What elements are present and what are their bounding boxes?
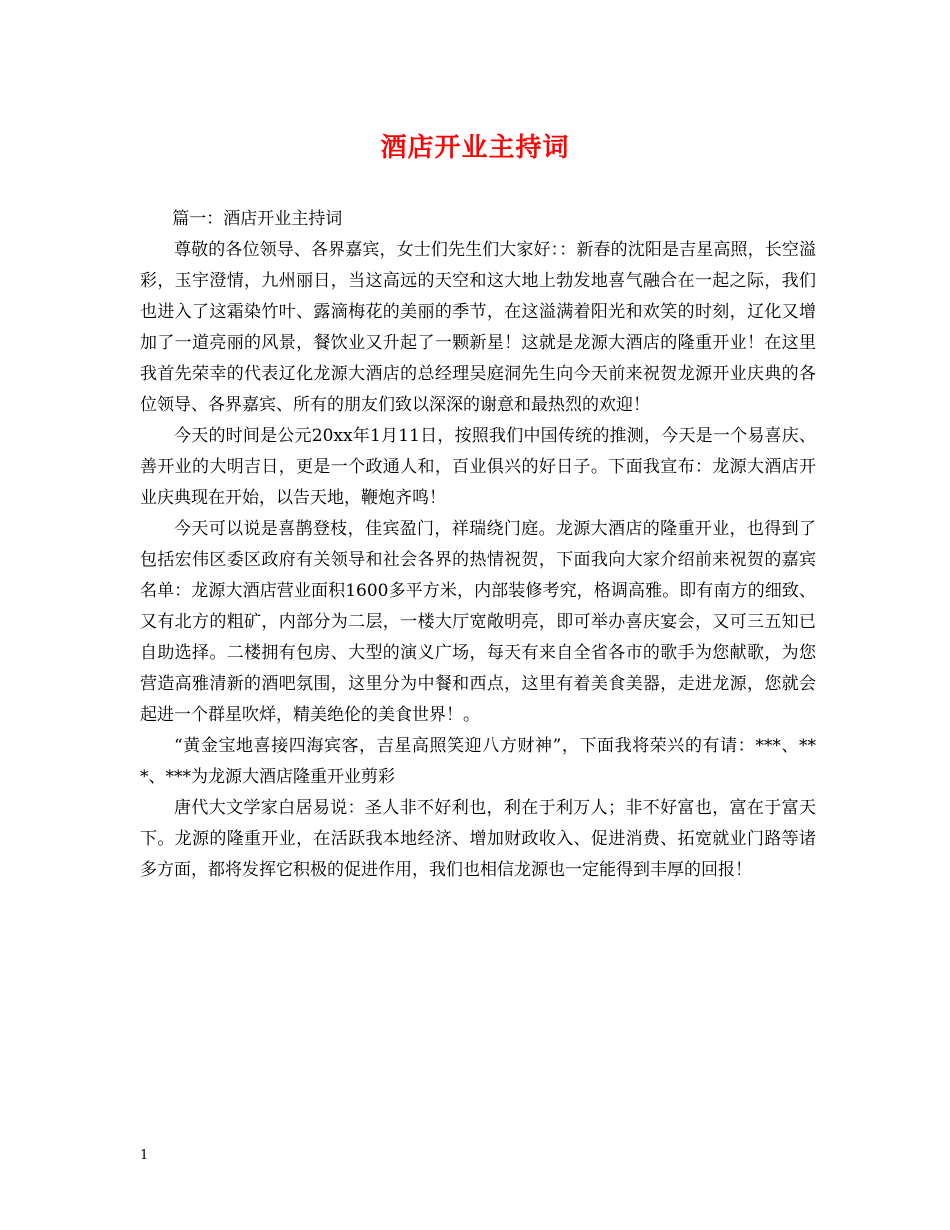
page-number: 1 bbox=[140, 1148, 149, 1163]
document-title: 酒店开业主持词 bbox=[380, 133, 570, 163]
paragraph-date-announcement: 今天的时间是公元20xx年1月11日，按照我们中国传统的推测，今天是一个易喜庆、善开业的大明吉日，更是一个政通人和，百业俱兴的好日子。下面我宣布：龙源大酒店开业庆典现在开始，以告天地，鞭炮齐鸣！ bbox=[140, 426, 816, 508]
paragraph-ribbon-cutting: “黄金宝地喜接四海宾客，吉星高照笑迎八方财神”，下面我将荣兴的有请：***、***、***为龙源大酒店隆重开业剪彩 bbox=[140, 736, 816, 787]
section-heading: 篇一：酒店开业主持词 bbox=[172, 209, 343, 229]
document-body bbox=[140, 204, 816, 886]
paragraph-hotel-introduction: 今天可以说是喜鹊登枝，佳宾盈门，祥瑞绕门庭。龙源大酒店的隆重开业，也得到了包括宏伟区委区政府有关领导和社会各界的热情祝贺，下面我向大家介绍前来祝贺的嘉宾名单：龙源大酒店营业面积1600多平方米，内部装修考究，格调高雅。即有南方的细致、又有北方的粗矿，内部分为二层，一楼大厅宽敞明亮，即可举办喜庆宴会，又可三五知已自助选择。二楼拥有包房、大型的演义广场，每天有来自全省各市的歌手为您献歌，为您营造高雅清新的酒吧氛围，这里分为中餐和西点，这里有着美食美器，走进龙源，您就会起进一个群星吹烊，精美绝伦的美食世界！。 bbox=[140, 519, 816, 725]
paragraph-greeting: 尊敬的各位领导、各界嘉宾，女士们先生们大家好：：新春的沈阳是吉星高照，长空溢彩，玉宇澄情，九州丽日，当这高远的天空和这大地上勃发地喜气融合在一起之际，我们也进入了这霜染竹叶、露滴梅花的美丽的季节，在这溢满着阳光和欢笑的时刻，辽化又增加了一道亮丽的风景，餐饮业又升起了一颗新星！这就是龙源大酒店的隆重开业！在这里我首先荣幸的代表辽化龙源大酒店的总经理吴庭洞先生向今天前来祝贺龙源开业庆典的各位领导、各界嘉宾、所有的朋友们致以深深的谢意和最热烈的欢迎！ bbox=[140, 240, 816, 415]
paragraph-closing: 唐代大文学家白居易说：圣人非不好利也，利在于利万人；非不好富也，富在于富天下。龙源的隆重开业，在活跃我本地经济、增加财政收入、促进消费、拓宽就业门路等诸多方面，都将发挥它积极的促进作用，我们也相信龙源也一定能得到丰厚的回报！ bbox=[140, 798, 816, 880]
